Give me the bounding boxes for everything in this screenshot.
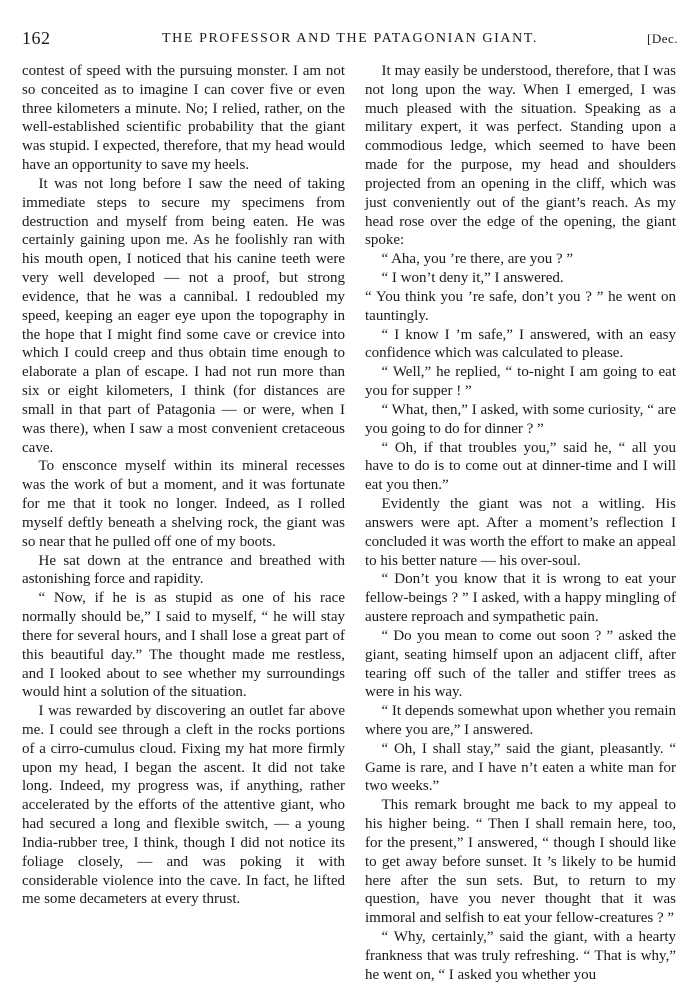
paragraph: “ I know I ’m safe,” I answered, with an easy confidence which was calculated to please. [365,326,676,362]
paragraph: To ensconce myself within its mineral recesses was the work of but a moment, and it was fortunate for me that it took no longer. Indeed, as I rolled myself deftly beneath a shelving rock, the giant was so near that he pulled off one of my boots. [22,458,345,550]
paragraph: “ Do you mean to come out soon ? ” asked the giant, seating himself upon an adjacent cliff, after tearing off such of the taller and stiffer trees as were in his way. [365,627,676,701]
paragraph: “ Well,” he replied, “ to-night I am going to eat you for supper ! ” [365,364,676,400]
paragraph: contest of speed with the pursuing monster. I am not so conceited as to imagine I can cover five or even three kilometers a minute. No; I relied, rather, on the well-established scientific probability that the giant was stupid. I expected, therefore, that my head would have an opportunity to save my heels. [22,63,345,174]
paragraph: I was rewarded by discovering an outlet far above me. I could see through a cleft in the rocks portions of a cirro-cumulus cloud. Fixing my hat more firmly upon my head, I began the ascent. It did not take long. Indeed, my progress was, if anything, rather accelerated by the efforts of the attentive giant, who had secured a long and flexible switch, — a young India-rubber tree, I think, though I did not notice its foliage closely, — and was poking it with considerable violence into the cave. In fact, he lifted me some decameters at every thrust. [22,703,345,908]
paragraph: It was not long before I saw the need of taking immediate steps to secure my specimens from destruction and myself from being eaten. He was certainly gaining upon me. As he foolishly ran with his mouth open, I noticed that his canine teeth were very well developed — not a proof, but strong evidence, that he was a cannibal. I redoubled my speed, keeping an eager eye upon the topography in the hope that I might find some cave or crevice into which I could creep and thus obtain time enough to elaborate a plan of escape. I had not run more than six or eight kilometers, I think (for distances are small in that part of Patagonia — or were, when I was there), when I saw a most convenient cretaceous cave. [22,175,345,456]
paragraph: “ I won’t deny it,” I answered. [381,270,564,287]
paragraph: “ Oh, if that troubles you,” said he, “ all you have to do is to come out at dinner-time and I will eat you then.” [365,439,676,494]
paragraph: “ Aha, you ’re there, are you ? ” [381,251,574,268]
right-column [365,62,676,985]
paragraph: Evidently the giant was not a witling. His answers were apt. After a moment’s reflection I concluded it was worth the effort to make an appeal to his better nature — his over-soul. [365,496,676,569]
running-title: THE PROFESSOR AND THE PATAGONIAN GIANT. [161,31,539,46]
left-column [22,62,345,909]
paragraph: “ Don’t you know that it is wrong to eat your fellow-beings ? ” I asked, with a happy mingling of austere reproach and sympathetic pain. [365,571,676,626]
issue-month: [Dec. [646,31,678,46]
paragraph: “ It depends somewhat upon whether you remain where you are,” I answered. [365,703,676,738]
paragraph: “ You think you ’re safe, don’t you ? ” he went on tauntingly. [365,288,676,324]
paragraph: “ What, then,” I asked, with some curiosity, “ are you going to do for dinner ? ” [365,401,676,437]
page-number: 162 [22,28,51,48]
paragraph: “ Oh, I shall stay,” said the giant, pleasantly. “ Game is rare, and I have n’t eaten a white man for two weeks.” [365,740,676,795]
paragraph: “ Why, certainly,” said the giant, with a hearty frankness that was truly refreshing. “ That is why,” he went on, “ I asked you whether you [365,929,676,983]
paragraph: This remark brought me back to my appeal to his higher being. “ Then I shall remain here, too, for the present,” I answered, “ though I should like to get away before sunset. It ’s likely to be humid here after the sun sets. But, to return to my question, have you never thought that it was immoral and selfish to eat your fellow-creatures ? ” [365,797,676,927]
page-header [22,28,678,50]
paragraph: “ Now, if he is as stupid as one of his race normally should be,” I said to myself, “ he will stay there for several hours, and I shall lose a great part of this beautiful day.” The thought made me restless, and I looked about to see whether my surroundings would hint a solution of the situation. [22,590,345,701]
paragraph: He sat down at the entrance and breathed with astonishing force and rapidity. [22,552,345,588]
paragraph: It may easily be understood, therefore, that I was not long upon the way. When I emerged, I was much pleased with the situation. Speaking as a military expert, it was perfect. Standing upon a commodious ledge, which seemed to have been made for the purpose, my head and shoulders projected from an opening in the cliff, which was just conveniently out of the giant’s reach. As my head rose over the edge of the opening, the giant spoke: [365,63,676,249]
